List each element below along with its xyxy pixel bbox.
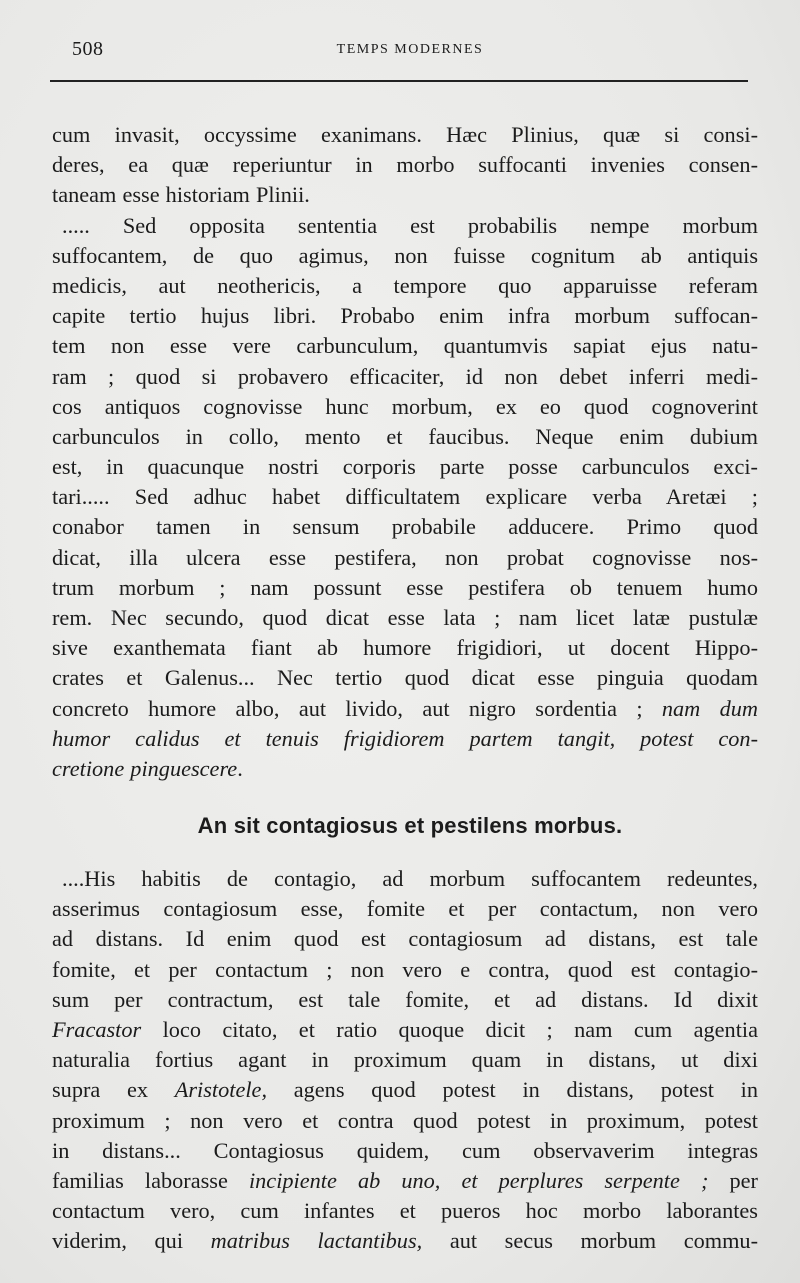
body-text-upper xyxy=(52,120,758,784)
text-line: naturalia fortius agant in proximum quam in distans, ut dixi xyxy=(52,1047,758,1073)
text-line xyxy=(52,754,758,784)
italic-run: cretione pinguescere xyxy=(52,755,238,781)
text-run: concreto humore albo, aut livido, aut nigro sordentia ; xyxy=(52,695,643,721)
text-line: asserimus contagiosum esse, fomite et per contactum, non vero xyxy=(52,896,758,922)
text-line: crates et Galenus... Nec tertio quod dicat esse pinguia quodam xyxy=(52,665,758,691)
text-line: taneam esse historiam Plinii. xyxy=(52,182,310,208)
text-run: familias laborasse xyxy=(52,1167,228,1193)
text-line: sive exanthemata fiant ab humore frigidiori, ut docent Hippo- xyxy=(52,635,758,661)
text-run: aut secus morbum commu- xyxy=(449,1228,759,1254)
text-run: . xyxy=(237,755,243,781)
text-line: sum per contractum, est tale fomite, et ad distans. Id dixit xyxy=(52,986,758,1012)
italic-run: Fracastor xyxy=(52,1016,142,1042)
text-line: tem non esse vere carbunculum, quantumvis sapiat ejus natu- xyxy=(52,333,758,359)
text-line: deres, ea quæ reperiuntur in morbo suffocanti invenies consen- xyxy=(52,152,758,178)
text-line: est, in quacunque nostri corporis parte posse carbunculos exci- xyxy=(52,454,758,480)
text-line xyxy=(52,694,758,724)
text-line: ..... Sed opposita sententia est probabilis nempe morbum xyxy=(62,212,758,238)
italic-run: matribus lactantibus, xyxy=(210,1228,423,1254)
text-line: conabor tamen in sensum probabile adducere. Primo quod xyxy=(52,514,758,540)
text-line: dicat, illa ulcera esse pestifera, non probat cognovisse nos- xyxy=(52,544,758,570)
text-line: capite tertio hujus libri. Probabo enim infra morbum suffocan- xyxy=(52,303,758,329)
text-line: fomite, et per contactum ; non vero e contra, quod est contagio- xyxy=(52,956,758,982)
text-line: contactum vero, cum infantes et pueros hoc morbo laborantes xyxy=(52,1198,758,1224)
text-line: ram ; quod si probavero efficaciter, id non debet inferri medi- xyxy=(52,363,758,389)
text-line: proximum ; non vero et contra quod potest in proximum, potest xyxy=(52,1107,758,1133)
text-line: rem. Nec secundo, quod dicat esse lata ; nam licet latæ pustulæ xyxy=(52,605,758,630)
text-line: medicis, aut neothericis, a tempore quo apparuisse referam xyxy=(52,272,758,298)
italic-run: Aristotele, xyxy=(174,1077,268,1103)
section-heading: An sit contagiosus et pestilens morbus. xyxy=(197,813,623,838)
page-header xyxy=(72,38,748,68)
text-line: ad distans. Id enim quod est contagiosum ad distans, est tale xyxy=(52,926,758,952)
header-rule xyxy=(50,80,748,82)
italic-run: nam dum xyxy=(661,695,759,721)
text-line xyxy=(52,1075,758,1105)
text-line: suffocantem, de quo agimus, non fuisse cognitum ab antiquis xyxy=(52,242,758,268)
body-text-lower xyxy=(52,864,758,1256)
text-line: cum invasit, occyssime exanimans. Hæc Plinius, quæ si consi- xyxy=(52,122,758,147)
text-line xyxy=(52,1166,758,1196)
page-number: 508 xyxy=(72,38,104,60)
text-line: ....His habitis de contagio, ad morbum suffocantem redeuntes, xyxy=(62,866,758,891)
italic-run: incipiente ab uno, et perplures serpente ; xyxy=(248,1167,709,1193)
running-title: TEMPS MODERNES xyxy=(336,42,484,57)
text-run: viderim, qui xyxy=(52,1228,184,1254)
text-line: tari..... Sed adhuc habet difficultatem explicare verba Aretæi ; xyxy=(52,484,758,510)
text-line xyxy=(52,724,758,754)
text-line: in distans... Contagiosus quidem, cum observaverim integras xyxy=(52,1137,758,1163)
text-run: agens quod potest in distans, potest in xyxy=(293,1077,758,1103)
text-line: trum morbum ; nam possunt esse pestifera ob tenuem humo xyxy=(52,574,758,600)
text-run: per xyxy=(729,1167,758,1193)
text-line xyxy=(52,1226,758,1256)
italic-run: humor calidus et tenuis frigidiorem partem tangit, potest con- xyxy=(52,725,758,751)
text-line: carbunculos in collo, mento et faucibus. Neque enim dubium xyxy=(52,423,758,449)
text-line: cos antiquos cognovisse hunc morbum, ex eo quod cognoverint xyxy=(52,393,758,419)
text-line xyxy=(52,1015,758,1045)
text-run: loco citato, et ratio quoque dicit ; nam cum agentia xyxy=(162,1016,758,1042)
text-run: supra ex xyxy=(52,1077,149,1103)
